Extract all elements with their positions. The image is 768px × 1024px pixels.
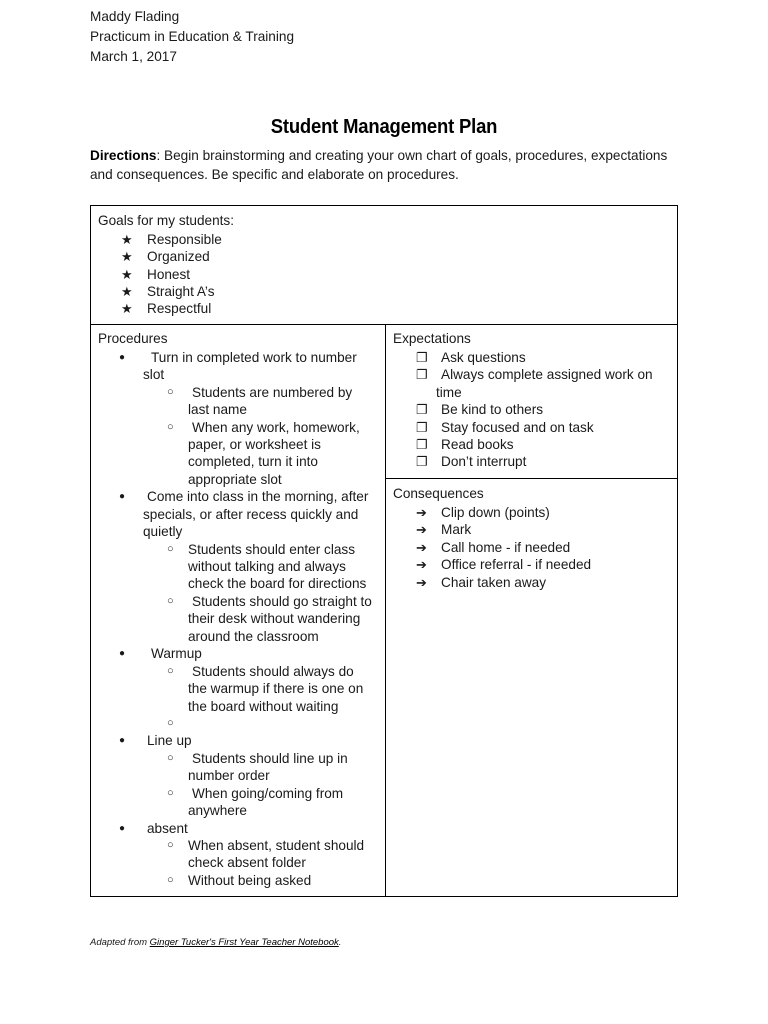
procedure-subline: When going/coming from (192, 786, 344, 801)
arrow-icon: ➔ (416, 540, 427, 555)
procedure-subline: Students should always do (192, 664, 354, 679)
checkbox-icon: ❐ (416, 437, 428, 452)
procedure-subline: around the classroom (188, 629, 319, 644)
author-name: Maddy Flading (90, 9, 180, 24)
directions-text-2: and consequences. Be specific and elaborate on procedures. (90, 167, 459, 182)
circle-bullet-icon: ○ (167, 595, 174, 607)
consequence-item: Clip down (points) (441, 505, 550, 520)
procedure-subline: Students should go straight to (192, 594, 372, 609)
arrow-icon: ➔ (416, 522, 427, 537)
bullet-icon: ● (119, 735, 126, 746)
procedure-subline: Students are numbered by (192, 385, 353, 400)
checkbox-icon: ❐ (416, 420, 428, 435)
arrow-icon: ➔ (416, 575, 427, 590)
circle-bullet-icon: ○ (167, 421, 174, 433)
expectation-item: Stay focused and on task (441, 420, 594, 435)
expectations-title: Expectations (393, 331, 471, 346)
footer-suffix: . (338, 937, 342, 948)
expectation-item: Read books (441, 437, 514, 452)
expectation-item: Don’t interrupt (441, 454, 527, 469)
consequence-item: Mark (441, 522, 472, 537)
directions-text: : Begin brainstorming and creating your own chart of goals, procedures, expectations (156, 148, 668, 163)
document-title: Student Management Plan (270, 115, 498, 138)
procedures-title: Procedures (98, 331, 168, 346)
expectation-item: time (436, 385, 462, 400)
procedure-subline: When any work, homework, (192, 420, 360, 435)
expectations-cell (386, 324, 677, 479)
procedure-line: Turn in completed work to number (151, 350, 357, 365)
procedure-line: Warmup (151, 646, 202, 661)
procedure-subline: When absent, student should (188, 838, 365, 853)
arrow-icon: ➔ (416, 557, 427, 572)
circle-bullet-icon: ○ (167, 543, 174, 555)
procedure-subline: appropriate slot (188, 472, 282, 487)
expectation-item: Always complete assigned work on (441, 367, 653, 382)
procedure-subline: Students should line up in (192, 751, 348, 766)
procedure-subline: their desk without wandering (188, 611, 361, 626)
procedures-cell (91, 324, 386, 896)
bullet-icon: ● (119, 352, 126, 363)
document-header (90, 7, 294, 67)
procedure-subline: the warmup if there is one on (188, 681, 364, 696)
procedure-line: absent (147, 821, 188, 836)
bullet-icon: ● (119, 823, 126, 834)
circle-bullet-icon: ○ (167, 874, 174, 886)
procedure-subline: without talking and always (188, 559, 346, 574)
directions-label: Directions (90, 148, 157, 163)
consequences-title: Consequences (393, 486, 484, 501)
expectation-item: Be kind to others (441, 402, 544, 417)
checkbox-icon: ❐ (416, 454, 428, 469)
procedure-subline: Without being asked (188, 873, 312, 888)
procedure-subline: paper, or worksheet is (188, 437, 321, 452)
checkbox-icon: ❐ (416, 350, 428, 365)
star-icon: ★ (121, 267, 133, 282)
bullet-icon: ● (119, 491, 126, 502)
procedure-subline: anywhere (188, 803, 247, 818)
procedure-subline: last name (188, 402, 247, 417)
attribution-footer (90, 937, 341, 948)
procedure-line: Come into class in the morning, after (147, 489, 369, 504)
circle-bullet-icon: ○ (167, 717, 174, 729)
goal-item: Straight A’s (147, 284, 215, 299)
star-icon: ★ (121, 284, 133, 299)
directions-paragraph (90, 146, 690, 184)
goal-item: Organized (147, 249, 210, 264)
bullet-icon: ● (119, 648, 126, 659)
procedure-subline: Students should enter class (188, 542, 356, 557)
goals-title: Goals for my students: (98, 213, 234, 228)
footer-prefix: Adapted from (90, 937, 150, 948)
procedure-line: slot (143, 367, 165, 382)
procedure-subline: number order (188, 768, 270, 783)
circle-bullet-icon: ○ (167, 665, 174, 677)
source-link[interactable]: Ginger Tucker's First Year Teacher Notebook (149, 937, 339, 948)
checkbox-icon: ❐ (416, 367, 428, 382)
procedure-line: quietly (143, 524, 183, 539)
circle-bullet-icon: ○ (167, 787, 174, 799)
procedure-line: specials, or after recess quickly and (143, 507, 359, 522)
star-icon: ★ (121, 301, 133, 316)
consequence-item: Chair taken away (441, 575, 547, 590)
course-name: Practicum in Education & Training (90, 29, 295, 44)
circle-bullet-icon: ○ (167, 752, 174, 764)
goal-item: Responsible (147, 232, 222, 247)
document-date: March 1, 2017 (90, 49, 177, 64)
arrow-icon: ➔ (416, 505, 427, 520)
procedure-subline: check the board for directions (188, 576, 367, 591)
procedure-subline: check absent folder (188, 855, 306, 870)
consequence-item: Call home - if needed (441, 540, 571, 555)
star-icon: ★ (121, 249, 133, 264)
procedure-subline: the board without waiting (188, 699, 339, 714)
circle-bullet-icon: ○ (167, 386, 174, 398)
consequence-item: Office referral - if needed (441, 557, 592, 572)
management-plan-table (90, 205, 678, 897)
circle-bullet-icon: ○ (167, 839, 174, 851)
goal-item: Honest (147, 267, 191, 282)
star-icon: ★ (121, 232, 133, 247)
procedure-subline: completed, turn it into (188, 454, 318, 469)
goals-cell (91, 206, 677, 325)
goal-item: Respectful (147, 301, 212, 316)
checkbox-icon: ❐ (416, 402, 428, 417)
procedure-line: Line up (147, 733, 192, 748)
expectation-item: Ask questions (441, 350, 526, 365)
